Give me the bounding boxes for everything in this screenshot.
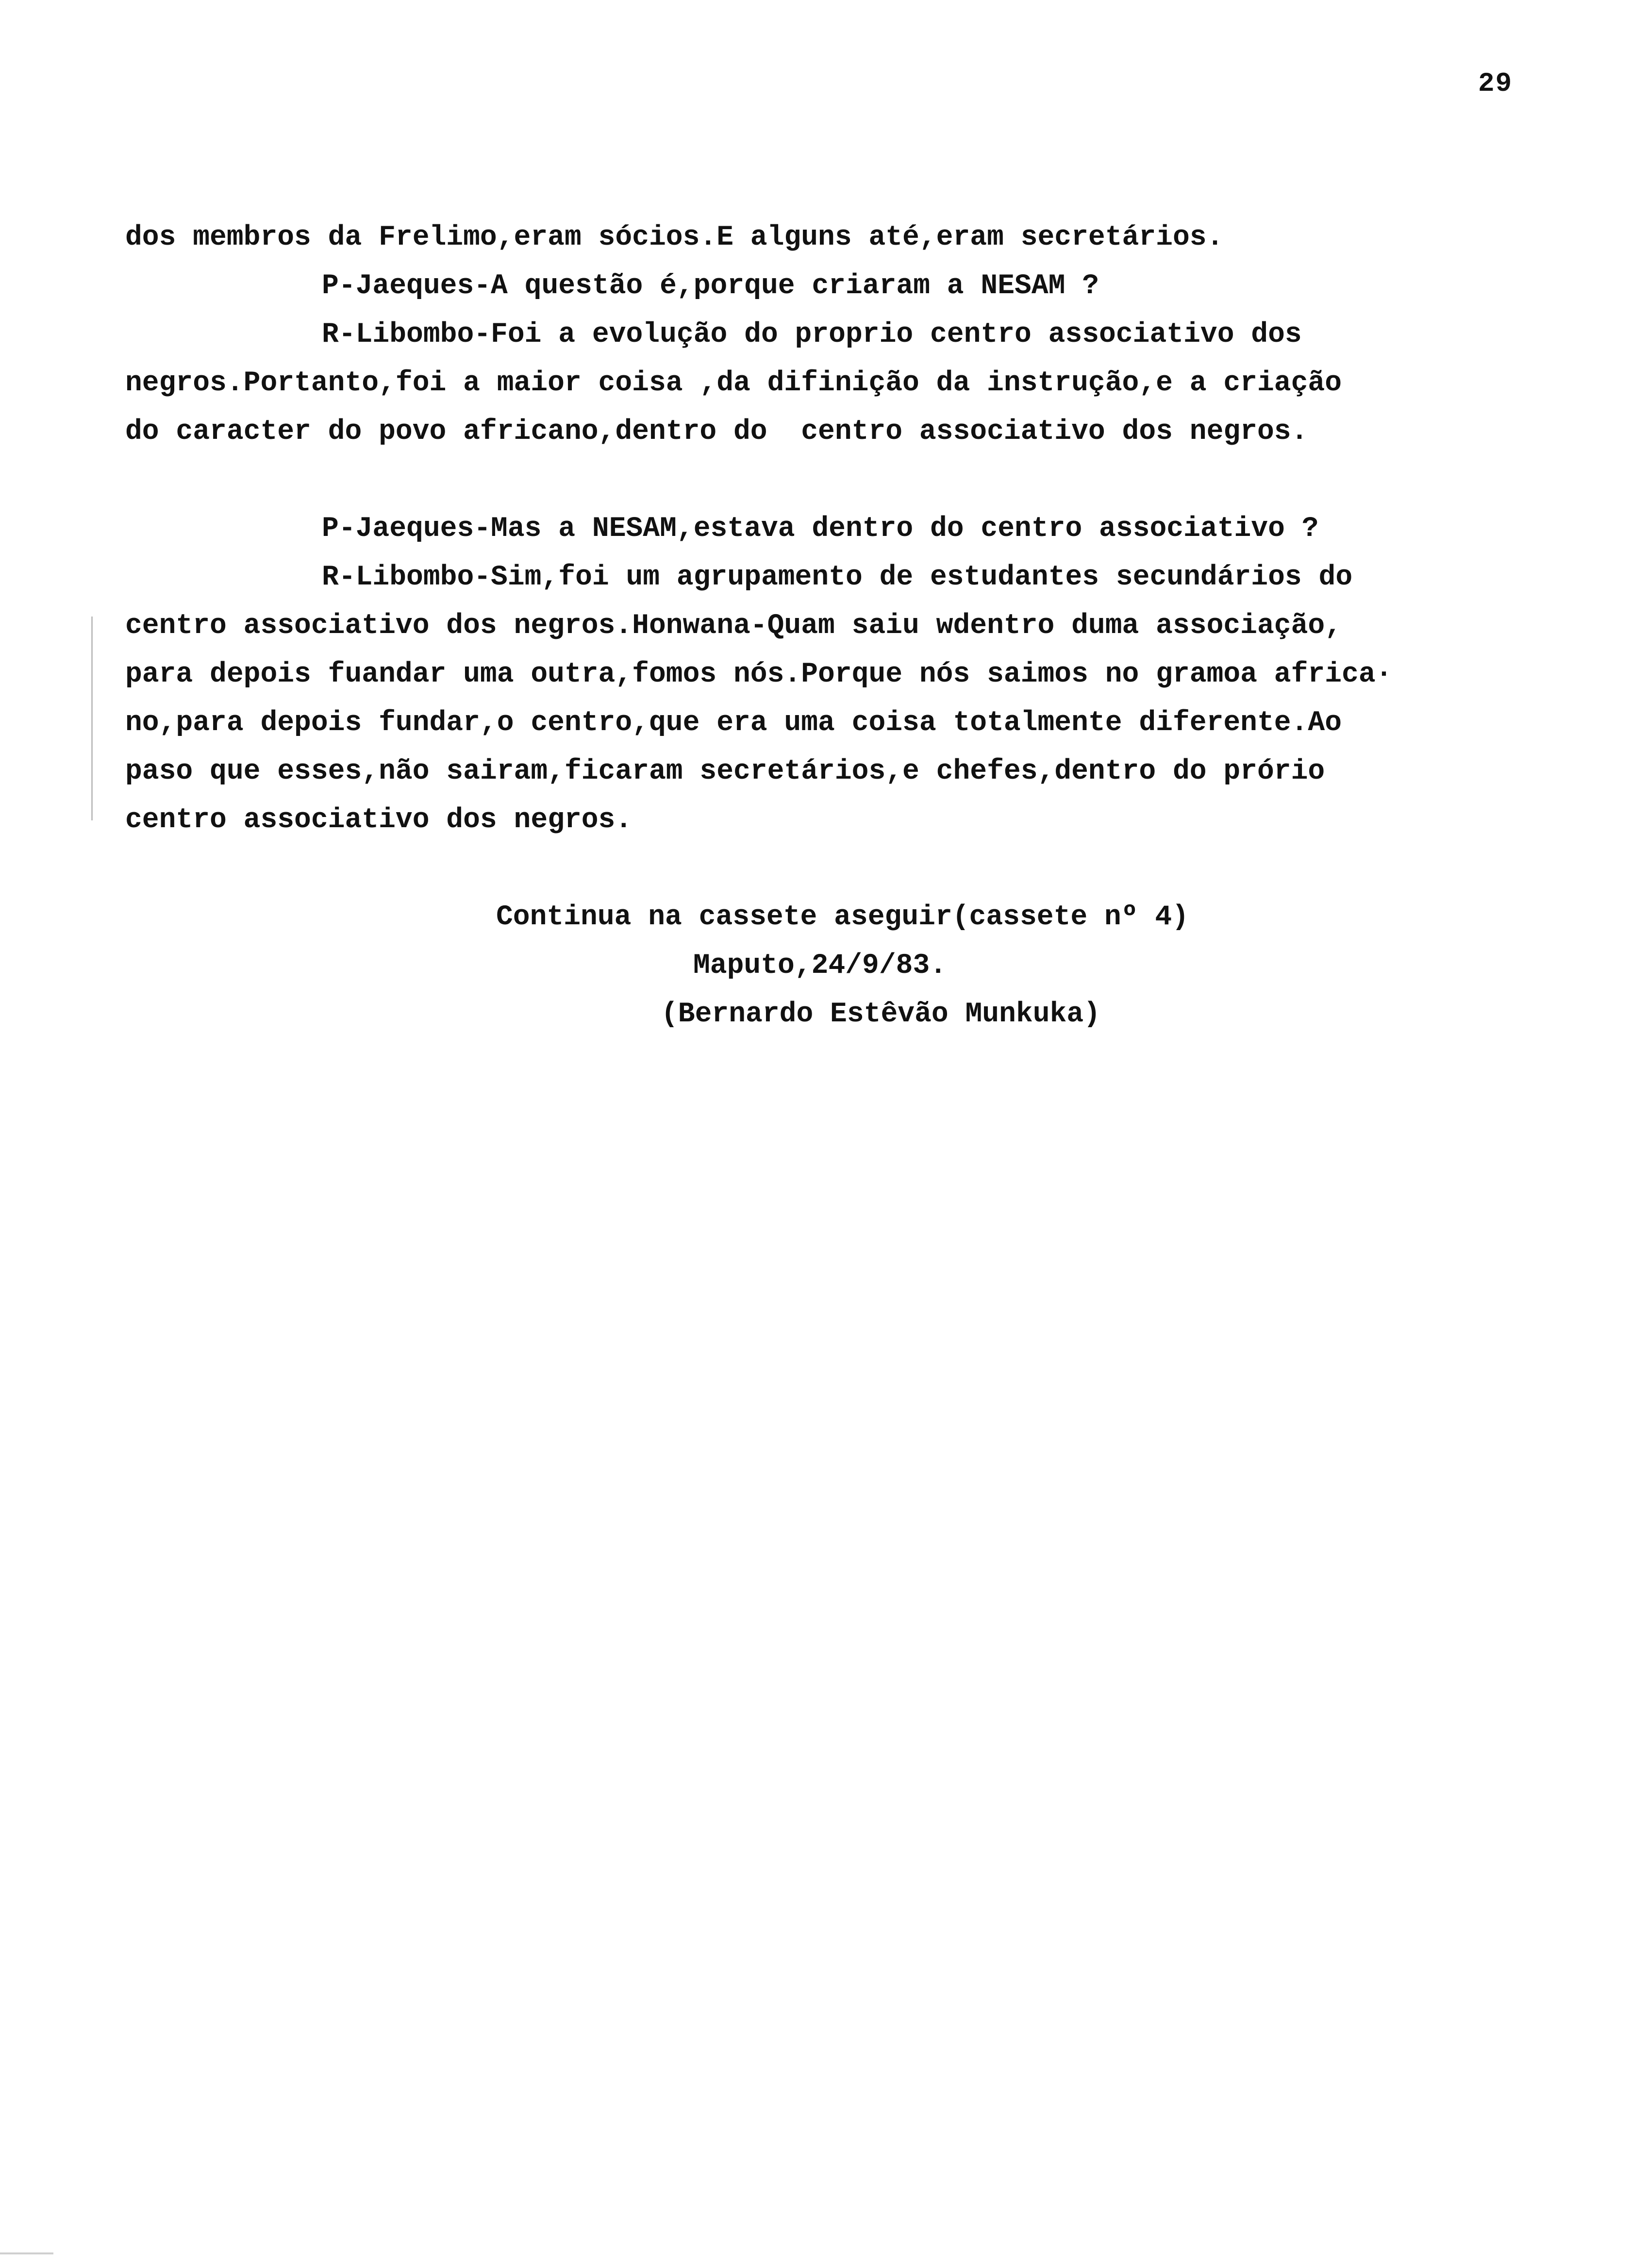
scan-edge-mark	[0, 2252, 53, 2254]
signature-name: (Bernardo Estêvão Munkuka)	[661, 999, 1100, 1030]
transcript-line: no,para depois fundar,o centro,que era uma coisa totalmente diferente.Ao	[125, 707, 1342, 739]
question-line: P-Jaeques-A questão é,porque criaram a NESAM ?	[322, 270, 1099, 302]
transcript-line: dos membros da Frelimo,eram sócios.E alguns até,eram secretários.	[125, 222, 1224, 253]
transcript-line: do caracter do povo africano,dentro do centro associativo dos negros.	[125, 416, 1308, 448]
transcript-line: para depois fuandar uma outra,fomos nós.Porque nós saimos no gramoa africa·	[125, 659, 1393, 690]
question-line: P-Jaeques-Mas a NESAM,estava dentro do centro associativo ?	[322, 513, 1319, 545]
margin-mark	[91, 617, 93, 820]
answer-line: R-Libombo-Foi a evolução do proprio centro associativo dos	[322, 319, 1302, 350]
transcript-line: paso que esses,não sairam,ficaram secretários,e chefes,dentro do prório	[125, 756, 1325, 787]
transcript-line: centro associativo dos negros.	[125, 804, 632, 836]
transcript-line: centro associativo dos negros.Honwana-Quam saiu wdentro duma associação,	[125, 610, 1342, 642]
answer-line: R-Libombo-Sim,foi um agrupamento de estudantes secundários do	[322, 562, 1353, 593]
place-date: Maputo,24/9/83.	[693, 950, 947, 982]
transcript-line: negros.Portanto,foi a maior coisa ,da difinição da instrução,e a criação	[125, 367, 1342, 399]
transcript-body	[125, 214, 1581, 845]
paragraph-gap	[125, 456, 1581, 505]
continuation-note: Continua na cassete aseguir(cassete nº 4)	[496, 901, 1189, 933]
page-number: 29	[1478, 68, 1513, 99]
